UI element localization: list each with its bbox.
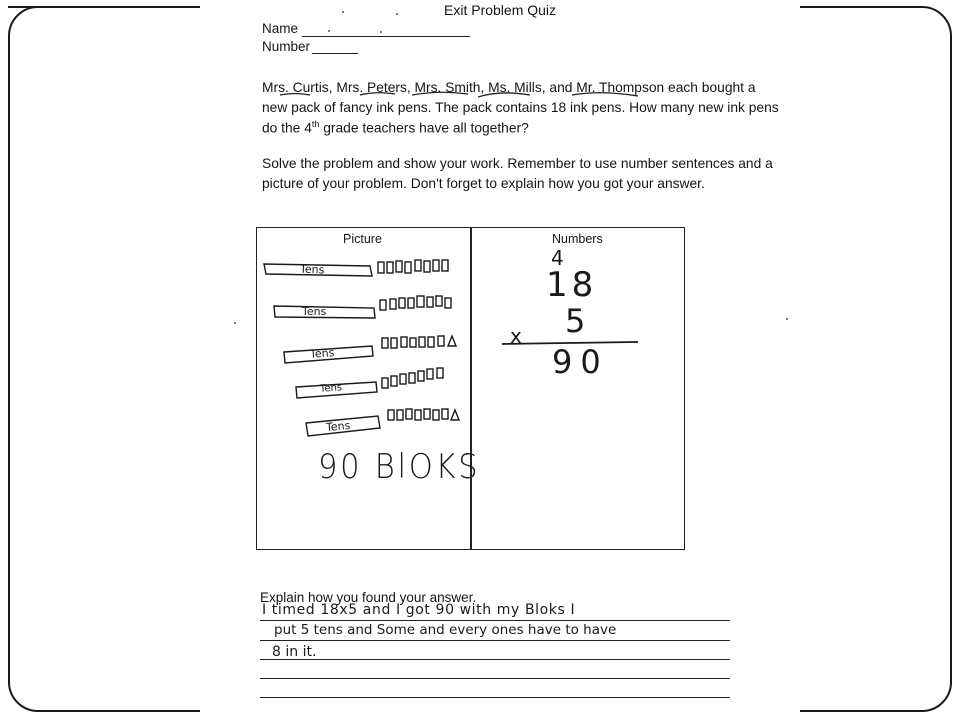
tens-label-row-4: Tens [319, 382, 343, 395]
answer-line-3 [260, 659, 730, 660]
carry-digit: 4 [551, 246, 564, 270]
number-label: Number [262, 39, 311, 54]
slide-edge-mark-left [8, 6, 200, 8]
numbers-header: Numbers [552, 232, 603, 246]
problem-line-3-end: grade teachers have all together? [319, 120, 529, 136]
multiplicand: 18 [546, 265, 598, 305]
problem-line-2: new pack of fancy ink pens. The pack contains 18 ink pens. How many new ink pens [262, 100, 779, 115]
ordinal-suffix: th [311, 119, 320, 129]
tens-label-row-3: Tens [309, 346, 335, 361]
problem-line-3-start: do the 4 [262, 120, 312, 136]
answer-line-4 [260, 678, 730, 679]
explanation-line-2: put 5 tens and Some and every ones have to have [274, 622, 617, 638]
slide-edge-mark-right [800, 6, 920, 8]
answer-line-1 [260, 620, 730, 621]
answer-line-5 [260, 697, 730, 698]
tens-label-row-2: Tens [302, 305, 327, 318]
explain-prompt: Explain how you found your answer. [260, 590, 477, 605]
tens-label-row-1: Tens [299, 262, 325, 277]
tens-label-row-5: Tens [325, 418, 351, 435]
picture-answer: 90 BlOKS [318, 447, 481, 487]
worksheet-title: Exit Problem Quiz [444, 2, 557, 18]
answer-line-2 [260, 640, 730, 641]
scanned-worksheet [200, 0, 800, 720]
times-sign: x [510, 324, 522, 348]
product: 90 [552, 343, 609, 381]
explanation-line-1: I timed 18x5 and I got 90 with my Bloks I [262, 602, 576, 618]
instructions-line-2: picture of your problem. Don't forget to explain how you got your answer. [262, 176, 705, 191]
multiplier: 5 [565, 302, 586, 340]
picture-header: Picture [343, 232, 382, 246]
instructions-line-1: Solve the problem and show your work. Remember to use number sentences and a [262, 156, 773, 171]
name-label: Name [262, 21, 299, 36]
base-ten-blocks-drawing [200, 0, 800, 560]
problem-line-1: Mrs. Curtis, Mrs. Peters, Mrs. Smith, Ms. Mills, and Mr. Thompson each bought a [262, 80, 756, 95]
explanation-line-3: 8 in it. [272, 644, 317, 660]
